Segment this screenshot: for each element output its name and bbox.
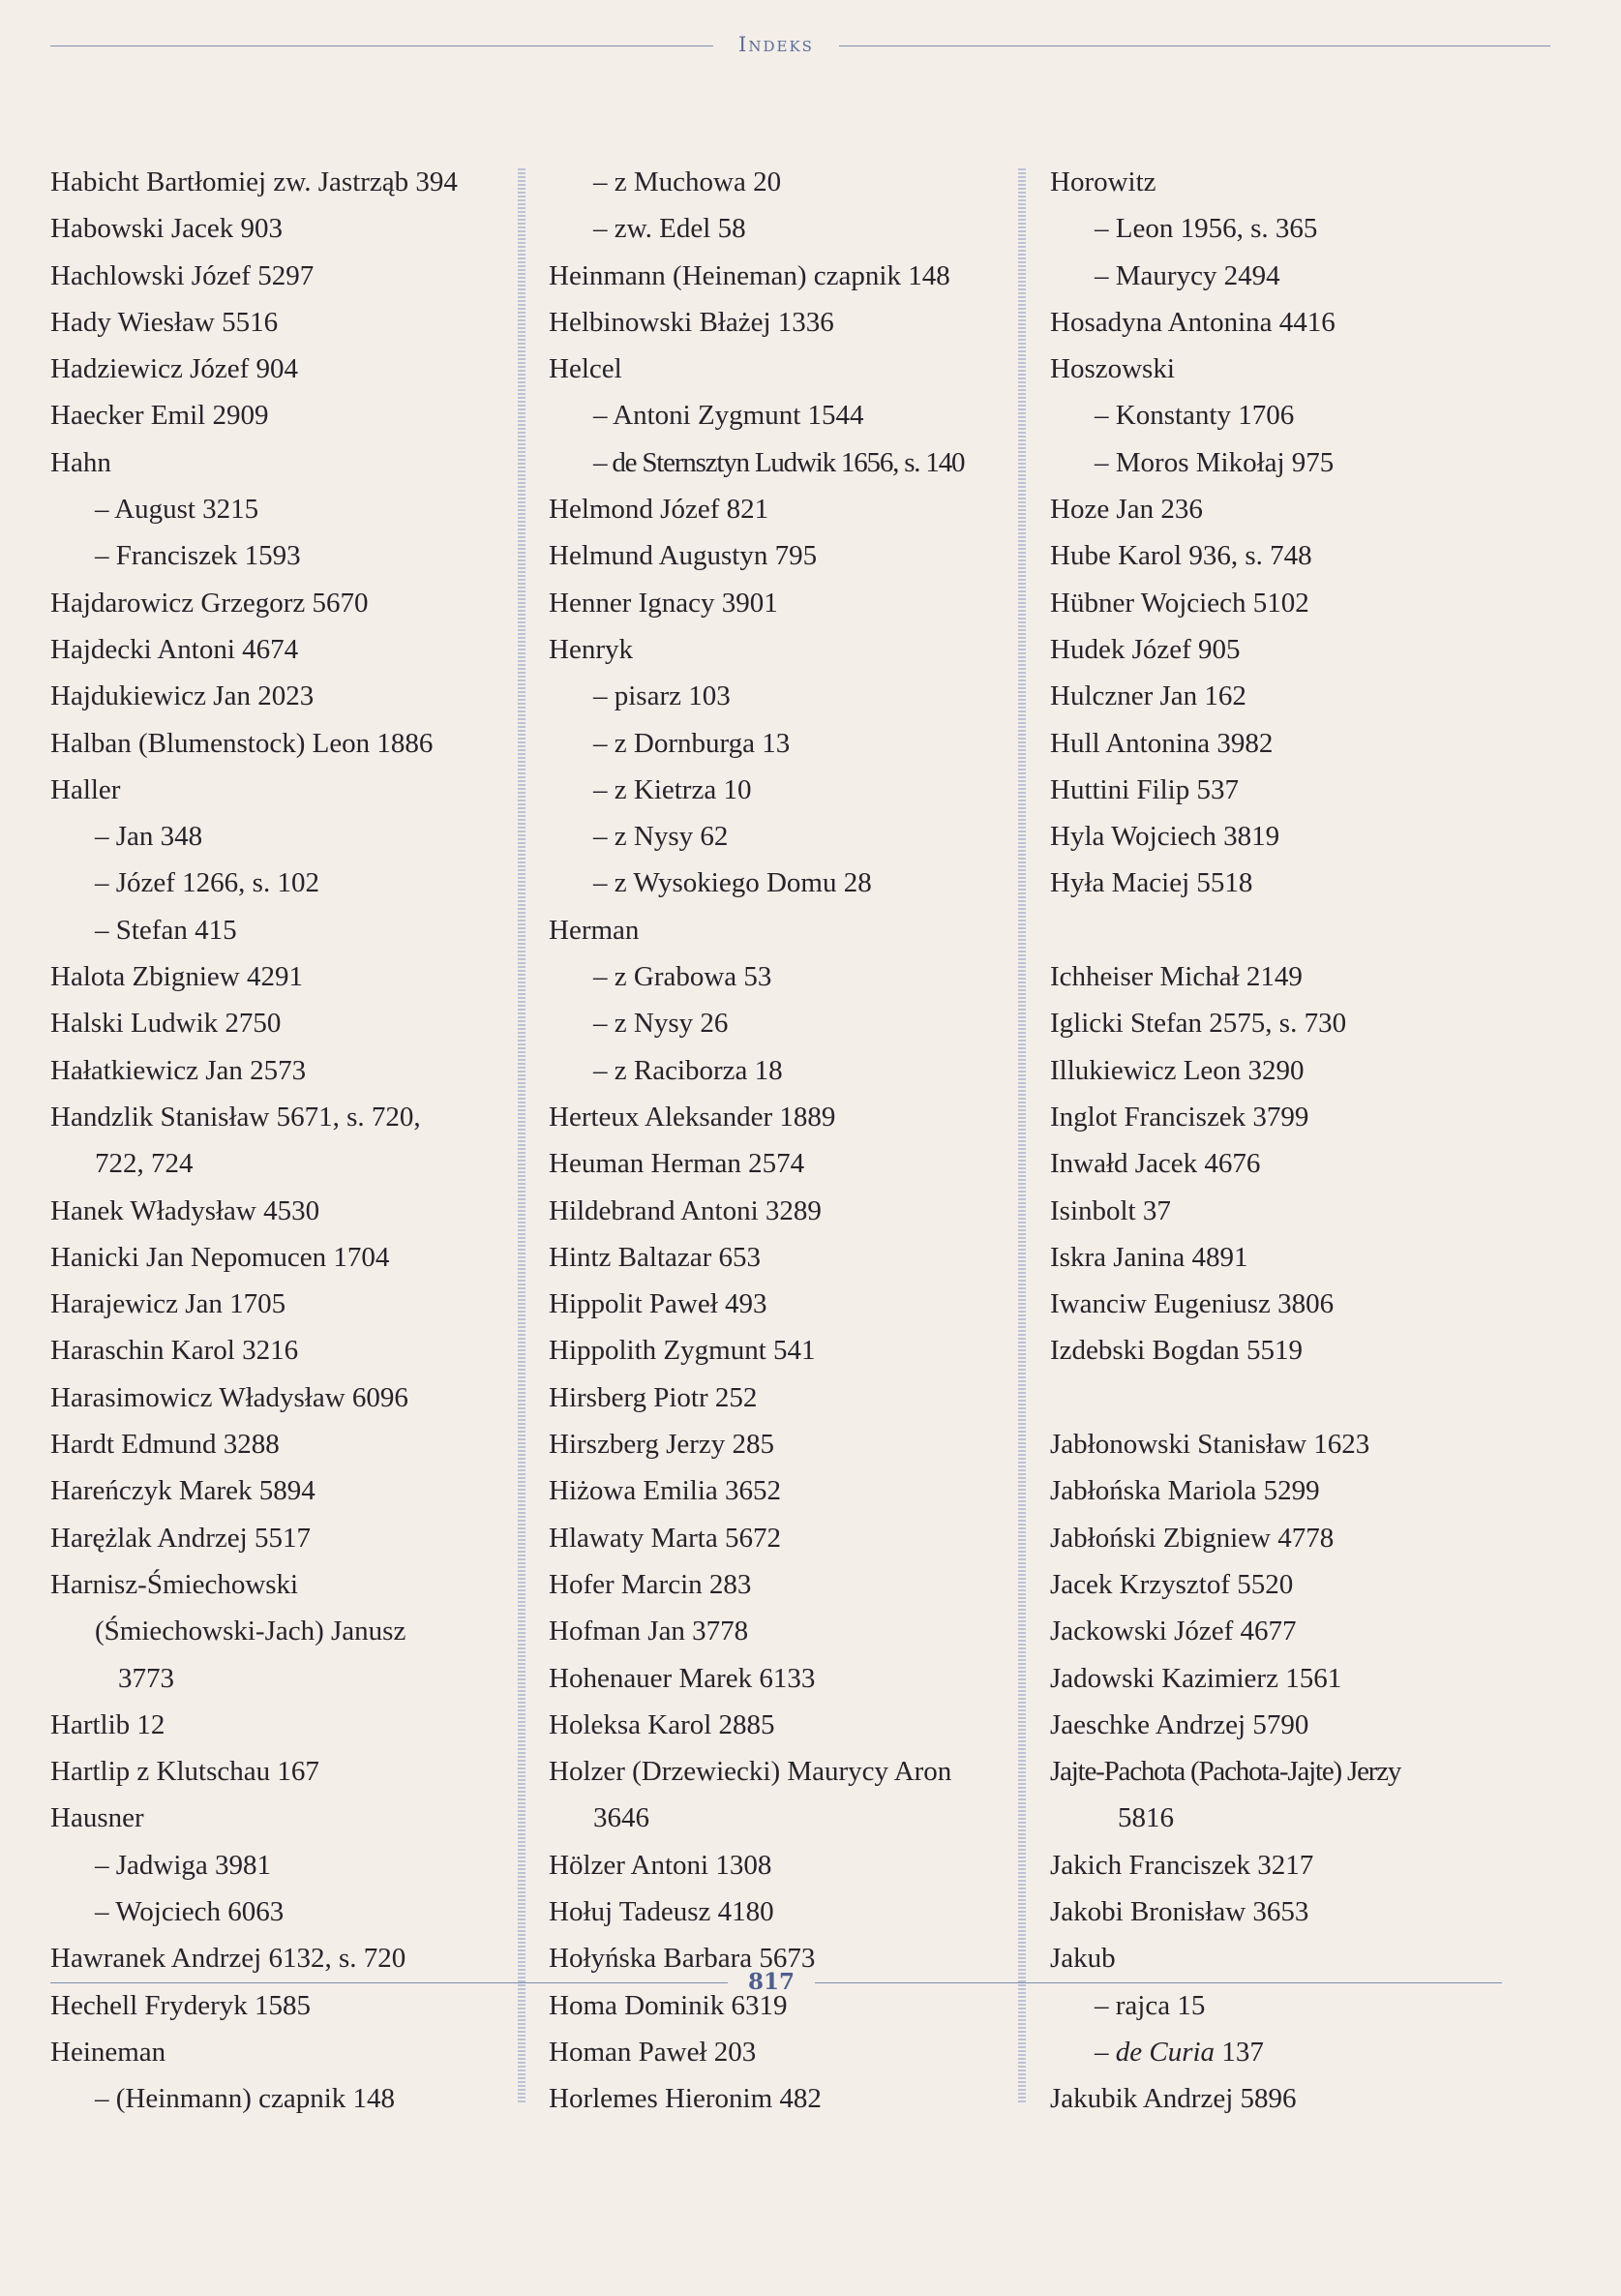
- index-entry: Izdebski Bogdan 5519: [1050, 1335, 1303, 1367]
- italic-latin-term: de Curia: [1115, 2036, 1216, 2068]
- index-entry: Hulczner Jan 162: [1050, 680, 1246, 712]
- index-entry: Herteux Aleksander 1889: [549, 1101, 836, 1133]
- index-entry: Jajte-Pachota (Pachota-Jajte) Jerzy: [1050, 1756, 1401, 1788]
- index-subentry: – z Grabowa 53: [593, 961, 772, 993]
- index-entry: Haecker Emil 2909: [50, 400, 269, 432]
- index-entry: Hajdukiewicz Jan 2023: [50, 680, 315, 712]
- index-entry: Helmund Augustyn 795: [549, 540, 818, 572]
- index-entry: Hiżowa Emilia 3652: [549, 1475, 782, 1507]
- index-entry: Illukiewicz Leon 3290: [1050, 1054, 1305, 1086]
- index-entry: Holeksa Karol 2885: [549, 1708, 775, 1740]
- index-subentry-text: – de Curia 137: [1095, 2036, 1264, 2068]
- index-continuation: 722, 724: [95, 1148, 194, 1180]
- index-entry: Haraschin Karol 3216: [50, 1335, 299, 1367]
- running-header: [50, 27, 1502, 66]
- index-entry: Isinbolt 37: [1050, 1194, 1171, 1226]
- index-entry: Harnisz-Śmiechowski: [50, 1568, 299, 1600]
- index-entry: Inglot Franciszek 3799: [1050, 1101, 1309, 1133]
- index-subentry: – Konstanty 1706: [1095, 400, 1295, 432]
- index-entry: Hudek Józef 905: [1050, 633, 1241, 665]
- index-entry: Harasimowicz Władysław 6096: [50, 1381, 408, 1413]
- index-subentry: – rajca 15: [1095, 1989, 1206, 2021]
- index-entry: Habicht Bartłomiej zw. Jastrząb 394: [50, 166, 458, 197]
- index-entry: Hosadyna Antonina 4416: [1050, 306, 1336, 338]
- index-entry: Hardt Edmund 3288: [50, 1429, 280, 1461]
- index-subentry: – Stefan 415: [95, 914, 237, 946]
- index-entry: Jakich Franciszek 3217: [1050, 1849, 1314, 1881]
- index-entry: Holzer (Drzewiecki) Maurycy Aron: [549, 1756, 952, 1788]
- index-entry: Jaeschke Andrzej 5790: [1050, 1708, 1309, 1740]
- index-subentry: – z Muchowa 20: [593, 166, 782, 197]
- index-entry: Henner Ignacy 3901: [549, 587, 778, 619]
- index-entry: Hintz Baltazar 653: [549, 1241, 762, 1273]
- page-number: 817: [747, 1969, 795, 1995]
- index-entry: Inwałd Jacek 4676: [1050, 1148, 1261, 1180]
- index-entry: Hirszberg Jerzy 285: [549, 1429, 775, 1461]
- index-entry: Hölzer Antoni 1308: [549, 1849, 772, 1881]
- index-subentry: – Antoni Zygmunt 1544: [593, 400, 864, 432]
- index-continuation: 5816: [1118, 1802, 1174, 1834]
- index-entry: Hajdecki Antoni 4674: [50, 633, 299, 665]
- index-subentry: – Jan 348: [95, 821, 203, 853]
- index-column-3: [1050, 159, 1524, 2122]
- index-subentry: – zw. Edel 58: [593, 213, 746, 245]
- index-subentry: – z Wysokiego Domu 28: [593, 867, 872, 899]
- index-column-2: [549, 159, 1023, 2122]
- index-entry: Hyla Wojciech 3819: [1050, 821, 1280, 853]
- footer-rule-right: [815, 1982, 1502, 1983]
- index-entry: Hlawaty Marta 5672: [549, 1522, 781, 1554]
- index-continuation: (Śmiechowski-Jach) Janusz: [95, 1616, 406, 1647]
- index-entry: Handzlik Stanisław 5671, s. 720,: [50, 1101, 421, 1133]
- index-entry: Hübner Wojciech 5102: [1050, 587, 1309, 619]
- index-entry: Hippolith Zygmunt 541: [549, 1335, 816, 1367]
- index-entry: Jakub: [1050, 1943, 1116, 1975]
- index-entry: Harajewicz Jan 1705: [50, 1288, 286, 1320]
- index-entry: Hady Wiesław 5516: [50, 306, 279, 338]
- index-continuation: 3773: [118, 1662, 174, 1694]
- index-entry: Halban (Blumenstock) Leon 1886: [50, 727, 434, 759]
- page-footer: [50, 1965, 1502, 2004]
- letter-gap: [1050, 907, 1524, 953]
- index-entry: Hartlib 12: [50, 1708, 165, 1740]
- index-entry: Hechell Fryderyk 1585: [50, 1989, 311, 2021]
- index-entry: Hołyńska Barbara 5673: [549, 1943, 816, 1975]
- index-entry: Huttini Filip 537: [1050, 773, 1239, 805]
- index-entry: Hachlowski Józef 5297: [50, 259, 315, 291]
- index-entry: Hull Antonina 3982: [1050, 727, 1274, 759]
- footer-rule-left: [50, 1982, 728, 1983]
- index-columns: [50, 159, 1521, 2133]
- index-entry: Homa Dominik 6319: [549, 1989, 788, 2021]
- index-entry: Jabłonowski Stanisław 1623: [1050, 1429, 1370, 1461]
- index-subentry: – z Raciborza 18: [593, 1054, 783, 1086]
- index-entry: Henryk: [549, 633, 633, 665]
- index-subentry: – z Kietrza 10: [593, 773, 752, 805]
- index-column-1: [50, 159, 525, 2122]
- index-entry: Horowitz: [1050, 166, 1156, 197]
- index-entry: Heineman: [50, 2036, 166, 2068]
- index-entry: Hyła Maciej 5518: [1050, 867, 1253, 899]
- index-entry: Jakobi Bronisław 3653: [1050, 1895, 1309, 1927]
- index-subentry: – August 3215: [95, 494, 259, 526]
- index-entry: Hanek Władysław 4530: [50, 1194, 320, 1226]
- index-subentry: – Jadwiga 3981: [95, 1849, 272, 1881]
- index-entry: Hawranek Andrzej 6132, s. 720: [50, 1943, 406, 1975]
- index-entry: Habowski Jacek 903: [50, 213, 284, 245]
- index-entry: Hofer Marcin 283: [549, 1568, 752, 1600]
- index-entry: Homan Paweł 203: [549, 2036, 757, 2068]
- index-entry: Heuman Herman 2574: [549, 1148, 805, 1180]
- index-subentry: – Wojciech 6063: [95, 1895, 285, 1927]
- index-entry: Hofman Jan 3778: [549, 1616, 749, 1647]
- index-entry: Heinmann (Heineman) czapnik 148: [549, 259, 950, 291]
- index-entry: Iwanciw Eugeniusz 3806: [1050, 1288, 1335, 1320]
- index-entry: Jacek Krzysztof 5520: [1050, 1568, 1294, 1600]
- index-entry: Helcel: [549, 353, 622, 385]
- index-entry: Hareńczyk Marek 5894: [50, 1475, 315, 1507]
- index-subentry-italic: [1050, 2029, 1524, 2075]
- index-entry: Haller: [50, 773, 121, 805]
- index-subentry: – (Heinmann) czapnik 148: [95, 2083, 396, 2115]
- index-entry: Hałatkiewicz Jan 2573: [50, 1054, 307, 1086]
- index-entry: Helbinowski Błażej 1336: [549, 306, 834, 338]
- index-entry: Jabłońska Mariola 5299: [1050, 1475, 1320, 1507]
- index-entry: Hirsberg Piotr 252: [549, 1381, 758, 1413]
- index-entry: Hube Karol 936, s. 748: [1050, 540, 1312, 572]
- index-entry: Hajdarowicz Grzegorz 5670: [50, 587, 369, 619]
- index-entry: Iskra Janina 4891: [1050, 1241, 1248, 1273]
- index-entry: Ichheiser Michał 2149: [1050, 961, 1303, 993]
- index-subentry: – Józef 1266, s. 102: [95, 867, 319, 899]
- index-entry: Jadowski Kazimierz 1561: [1050, 1662, 1342, 1694]
- index-subentry: – z Nysy 62: [593, 821, 729, 853]
- index-entry: Jabłoński Zbigniew 4778: [1050, 1522, 1335, 1554]
- index-entry: Helmond Józef 821: [549, 494, 769, 526]
- index-entry: Halski Ludwik 2750: [50, 1008, 282, 1040]
- index-subentry: – z Nysy 26: [593, 1008, 729, 1040]
- letter-gap: [1050, 1375, 1524, 1421]
- index-entry: Hildebrand Antoni 3289: [549, 1194, 822, 1226]
- index-entry: Halota Zbigniew 4291: [50, 961, 303, 993]
- index-entry: Hołuj Tadeusz 4180: [549, 1895, 774, 1927]
- index-continuation: 3646: [593, 1802, 649, 1834]
- index-subentry: – Franciszek 1593: [95, 540, 301, 572]
- header-title: Indeks: [738, 33, 814, 56]
- index-subentry: – Leon 1956, s. 365: [1095, 213, 1318, 245]
- index-subentry: – z Dornburga 13: [593, 727, 791, 759]
- index-entry: Hippolit Paweł 493: [549, 1288, 767, 1320]
- header-rule-left: [50, 45, 713, 46]
- index-entry: Hahn: [50, 446, 111, 478]
- index-entry: Hoze Jan 236: [1050, 494, 1203, 526]
- header-rule-right: [839, 45, 1550, 46]
- index-subentry: – Moros Mikołaj 975: [1095, 446, 1335, 478]
- index-entry: Hadziewicz Józef 904: [50, 353, 299, 385]
- index-entry: Hartlip z Klutschau 167: [50, 1756, 319, 1788]
- index-subentry: – Maurycy 2494: [1095, 259, 1280, 291]
- index-entry: Jackowski Józef 4677: [1050, 1616, 1297, 1647]
- index-entry: Herman: [549, 914, 640, 946]
- index-entry: Hohenauer Marek 6133: [549, 1662, 816, 1694]
- index-entry: Iglicki Stefan 2575, s. 730: [1050, 1008, 1347, 1040]
- index-entry: Hausner: [50, 1802, 144, 1834]
- index-entry: Hanicki Jan Nepomucen 1704: [50, 1241, 390, 1273]
- index-entry: Harężlak Andrzej 5517: [50, 1522, 311, 1554]
- index-entry: Jakubik Andrzej 5896: [1050, 2083, 1297, 2115]
- index-entry: Horlemes Hieronim 482: [549, 2083, 822, 2115]
- index-entry: Hoszowski: [1050, 353, 1175, 385]
- index-subentry: – pisarz 103: [593, 680, 731, 712]
- index-subentry: – de Sternsztyn Ludwik 1656, s. 140: [593, 446, 965, 478]
